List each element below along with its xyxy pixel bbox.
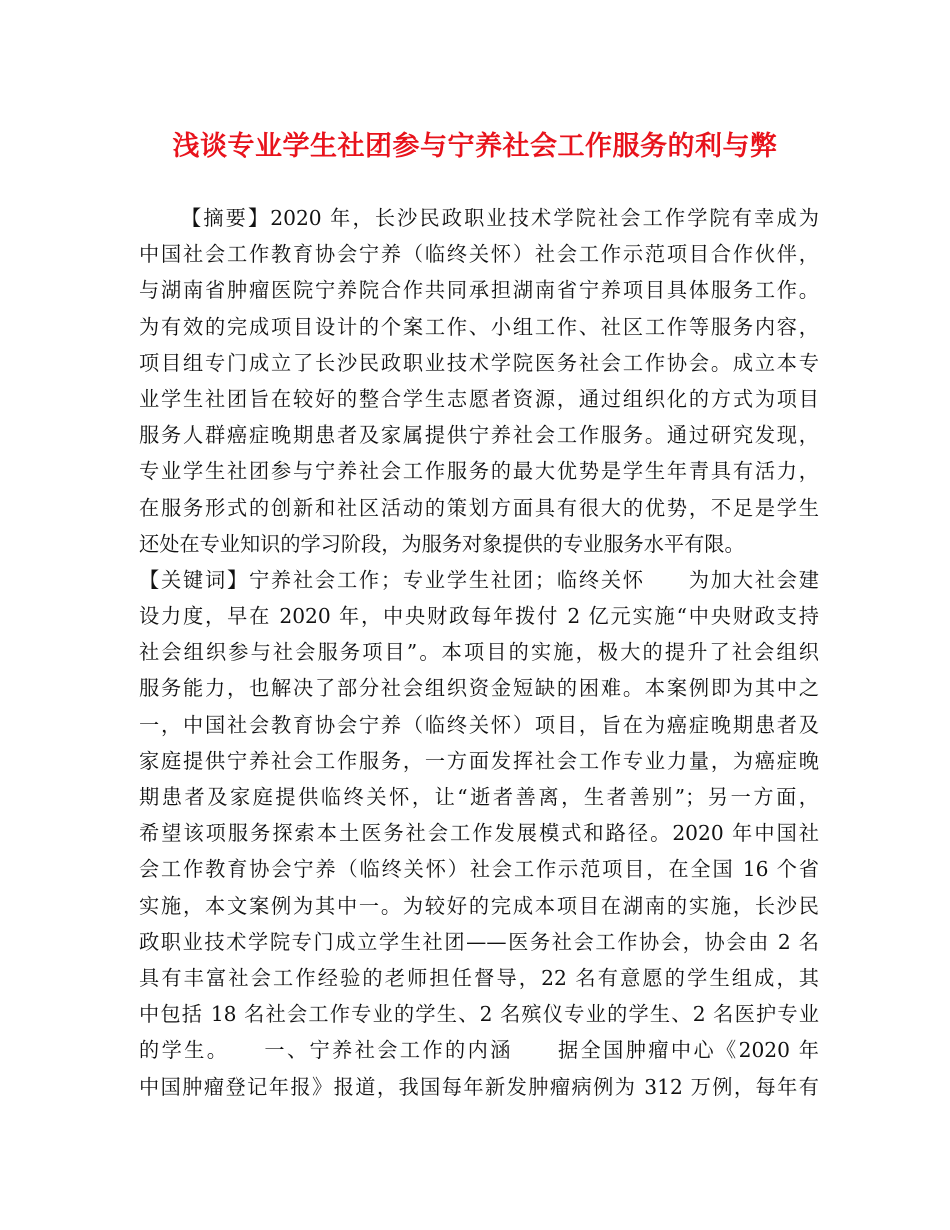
paragraph-line: 中包括 18 名社会工作专业的学生、2 名殡仪专业的学生、2 名医护专业 <box>139 1002 819 1027</box>
document-title: 浅谈专业学生社团参与宁养社会工作服务的利与弊 <box>172 131 778 162</box>
paragraph-line: 期患者及家庭提供临终关怀，让“逝者善离，生者善别”；另一方面， <box>139 785 819 809</box>
paragraph-line: 业学生社团旨在较好的整合学生志愿者资源，通过组织化的方式为项目 <box>139 386 819 411</box>
paragraph-line: 【关键词】宁养社会工作；专业学生社团；临终关怀 为加大社会建 <box>139 567 819 592</box>
paragraph-line: 与湖南省肿瘤医院宁养院合作共同承担湖南省宁养项目具体服务工作。 <box>139 278 819 303</box>
paragraph-line: 会工作教育协会宁养（临终关怀）社会工作示范项目，在全国 16 个省 <box>139 857 819 882</box>
paragraph-line: 中国社会工作教育协会宁养（临终关怀）社会工作示范项目合作伙伴， <box>139 242 819 267</box>
paragraph-line: 设力度，早在 2020 年，中央财政每年拨付 2 亿元实施“中央财政支持 <box>139 604 819 629</box>
paragraph-line: 社会组织参与社会服务项目”。本项目的实施，极大的提升了社会组织 <box>139 640 819 665</box>
paragraph-line: 家庭提供宁养社会工作服务，一方面发挥社会工作专业力量，为癌症晚 <box>139 748 819 773</box>
paragraph-line: 服务人群癌症晚期患者及家属提供宁养社会工作服务。通过研究发现， <box>139 423 819 448</box>
paragraph-line: 希望该项服务探索本土医务社会工作发展模式和路径。2020 年中国社 <box>139 821 819 846</box>
paragraph-line: 中国肿瘤登记年报》报道，我国每年新发肿瘤病例为 312 万例，每年有 <box>139 1074 819 1099</box>
paragraph-line: 在服务形式的创新和社区活动的策划方面具有很大的优势，不足是学生 <box>139 495 819 520</box>
paragraph-line: 具有丰富社会工作经验的老师担任督导，22 名有意愿的学生组成，其 <box>139 965 819 990</box>
paragraph-line: 政职业技术学院专门成立学生社团——医务社会工作协会，协会由 2 名 <box>139 929 819 954</box>
paragraph-line: 为有效的完成项目设计的个案工作、小组工作、社区工作等服务内容， <box>139 314 819 339</box>
paragraph-line: 项目组专门成立了长沙民政职业技术学院医务社会工作协会。成立本专 <box>139 350 819 375</box>
paragraph-line: 的学生。 一、宁养社会工作的内涵 据全国肿瘤中心《2020 年 <box>139 1038 819 1063</box>
document-body <box>139 200 819 1105</box>
paragraph-line: 专业学生社团参与宁养社会工作服务的最大优势是学生年青具有活力， <box>139 459 819 484</box>
paragraph-line: 一，中国社会教育协会宁养（临终关怀）项目，旨在为癌症晚期患者及 <box>139 712 819 737</box>
paragraph-line: 【摘要】2020 年，长沙民政职业技术学院社会工作学院有幸成为 <box>181 206 819 230</box>
paragraph-line: 实施，本文案例为其中一。为较好的完成本项目在湖南的实施，长沙民 <box>139 893 819 918</box>
paragraph-line: 还处在专业知识的学习阶段，为服务对象提供的专业服务水平有限。 <box>139 531 745 556</box>
paragraph-line: 服务能力，也解决了部分社会组织资金短缺的困难。本案例即为其中之 <box>139 676 819 701</box>
